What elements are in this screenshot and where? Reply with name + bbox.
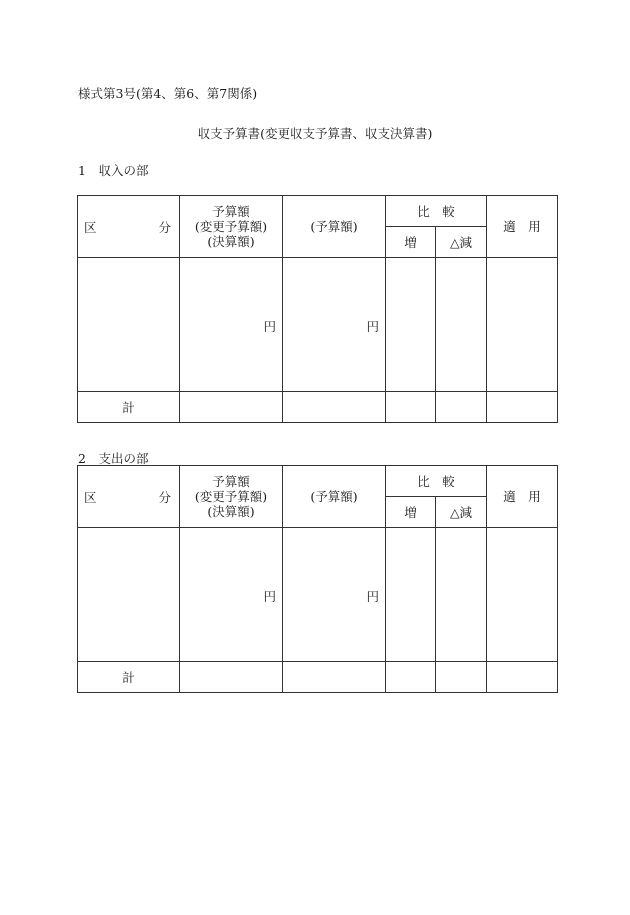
yen-unit: 円 <box>283 258 386 392</box>
header-prev-budget: (予算額) <box>283 196 386 258</box>
form-number: 様式第3号(第4、第6、第7関係) <box>78 86 258 101</box>
table-row <box>78 258 558 392</box>
header-budget-line1: 予算額 <box>212 204 250 219</box>
header-increase: 増 <box>386 497 436 528</box>
header-budget-line2: (変更予算額) <box>194 489 268 504</box>
remarks-cell <box>487 528 558 662</box>
header-prev-budget: (予算額) <box>283 466 386 528</box>
header-remarks: 適 用 <box>487 466 558 528</box>
header-budget-line3: (決算額) <box>207 504 255 519</box>
yen-unit: 円 <box>180 258 283 392</box>
decrease-cell <box>436 528 487 662</box>
header-category <box>78 196 180 258</box>
header-category-left: 区 <box>84 489 97 505</box>
header-compare: 比 較 <box>386 466 487 497</box>
header-category-right: 分 <box>158 489 171 505</box>
yen-unit: 円 <box>180 528 283 662</box>
header-increase: 増 <box>386 227 436 258</box>
header-decrease: △減 <box>436 227 487 258</box>
header-budget-line1: 予算額 <box>212 474 250 489</box>
total-prev-cell <box>283 662 386 693</box>
header-remarks: 適 用 <box>487 196 558 258</box>
increase-cell <box>386 258 436 392</box>
total-row <box>78 662 558 693</box>
header-budget-line2: (変更予算額) <box>194 219 268 234</box>
table-row <box>78 528 558 662</box>
header-category <box>78 466 180 528</box>
total-decrease-cell <box>436 662 487 693</box>
header-budget <box>180 466 283 528</box>
total-increase-cell <box>386 392 436 423</box>
total-remarks-cell <box>487 392 558 423</box>
category-cell <box>78 258 180 392</box>
header-budget <box>180 196 283 258</box>
total-label: 計 <box>78 392 180 423</box>
total-prev-cell <box>283 392 386 423</box>
total-budget-cell <box>180 392 283 423</box>
section-title-expense: 2 支出の部 <box>78 451 149 466</box>
total-decrease-cell <box>436 392 487 423</box>
total-remarks-cell <box>487 662 558 693</box>
increase-cell <box>386 528 436 662</box>
total-label: 計 <box>78 662 180 693</box>
income-table <box>77 195 558 423</box>
header-category-left: 区 <box>84 219 97 235</box>
category-cell <box>78 528 180 662</box>
header-decrease: △減 <box>436 497 487 528</box>
expense-table <box>77 465 558 693</box>
header-category-right: 分 <box>158 219 171 235</box>
header-budget-line3: (決算額) <box>207 234 255 249</box>
total-budget-cell <box>180 662 283 693</box>
document-title: 収支予算書(変更収支予算書、収支決算書) <box>197 126 433 141</box>
yen-unit: 円 <box>283 528 386 662</box>
remarks-cell <box>487 258 558 392</box>
header-compare: 比 較 <box>386 196 487 227</box>
decrease-cell <box>436 258 487 392</box>
total-increase-cell <box>386 662 436 693</box>
total-row <box>78 392 558 423</box>
section-title-income: 1 収入の部 <box>78 163 149 178</box>
